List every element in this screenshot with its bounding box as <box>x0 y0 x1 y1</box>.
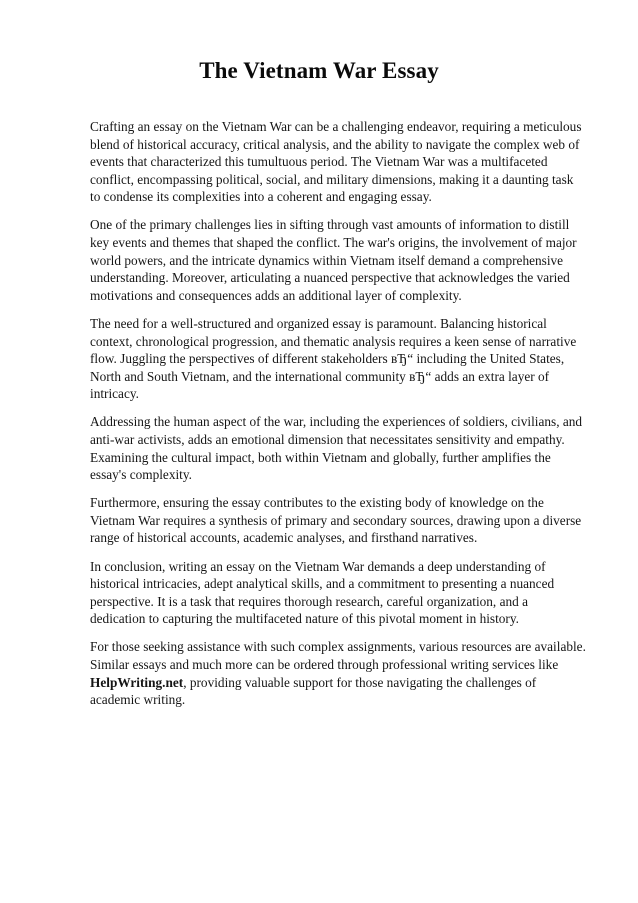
helpwriting-link[interactable]: HelpWriting.net <box>90 674 184 690</box>
closing-text-after: , providing valuable support for those navigating the challenges of academic writing. <box>90 674 537 708</box>
paragraph-closing <box>90 638 586 708</box>
paragraph-structure: The need for a well-structured and organized essay is paramount. Balancing historical context, chronological progression, and thematic analysis requires a keen sense of narrative flow. Juggling the perspectives of different stakeholders вЂ“ including the United States, North and South Vietnam, and the international community вЂ“ adds an extra layer of intricacy. <box>90 315 577 402</box>
page-title: The Vietnam War Essay <box>199 58 439 83</box>
paragraph-human-aspect: Addressing the human aspect of the war, including the experiences of soldiers, civilians, and anti-war activists, adds an emotional dimension that necessitates sensitivity and empathy. Examining the cultural impact, both within Vietnam and globally, further amplifies the essay's complexity. <box>90 414 583 483</box>
paragraph-conclusion: In conclusion, writing an essay on the Vietnam War demands a deep understanding of historical intricacies, adept analytical skills, and a commitment to presenting a nuanced perspective. It is a task that requires thorough research, careful organization, and a dedication to capturing the multifaceted nature of this pivotal moment in history. <box>90 558 555 627</box>
closing-text-before: For those seeking assistance with such complex assignments, various resources are available. Similar essays and much more can be ordered through professional writing services like <box>90 639 586 673</box>
paragraph-intro: Crafting an essay on the Vietnam War can be a challenging endeavor, requiring a meticulous blend of historical accuracy, critical analysis, and the ability to navigate the complex web of events that characterized this tumultuous period. The Vietnam War was a multifaceted conflict, encompassing political, social, and military dimensions, making it a daunting task to condense its complexities into a coherent and engaging essay. <box>90 119 582 205</box>
paragraph-sources: Furthermore, ensuring the essay contributes to the existing body of knowledge on the Vietnam War requires a synthesis of primary and secondary sources, drawing upon a diverse range of historical accounts, academic analyses, and firsthand narratives. <box>90 495 582 546</box>
paragraph-challenges: One of the primary challenges lies in sifting through vast amounts of information to distill key events and themes that shaped the conflict. The war's origins, the involvement of major world powers, and the intricate dynamics within Vietnam itself demand a comprehensive understanding. Moreover, articulating a nuanced perspective that acknowledges the varied motivations and consequences adds an additional layer of complexity. <box>90 217 577 303</box>
